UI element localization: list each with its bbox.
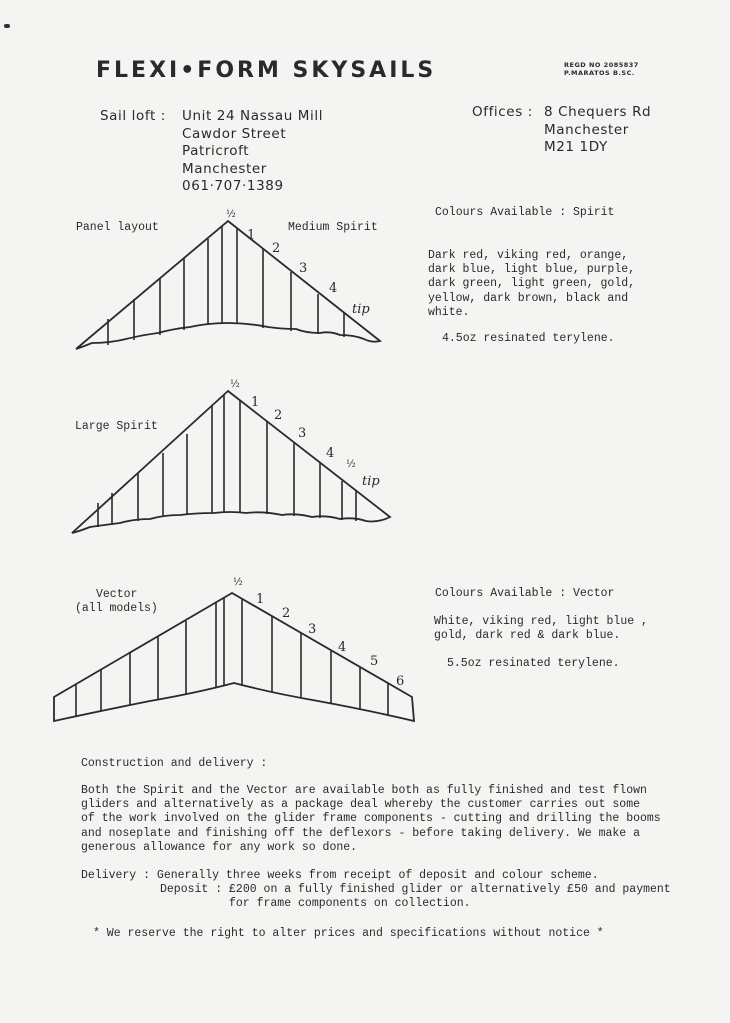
regd-name: P.MARATOS B.SC.	[564, 69, 635, 77]
phone-number: 061·707·1389	[182, 178, 284, 194]
deposit-line	[160, 883, 671, 897]
panel-mark: 1	[251, 395, 260, 410]
panel-mark: 2	[272, 241, 281, 256]
address-line: Cawdor Street	[182, 125, 287, 142]
medium-spirit-diagram	[0, 195, 420, 365]
panel-mark: 4	[326, 446, 335, 461]
medium-spirit-label: Medium Spirit	[288, 221, 378, 234]
construction-body: Both the Spirit and the Vector are available both as fully finished and test flown gliders and alternatively as a package deal whereby the customer carries out some of the work involved on the glider frame components - cutting and drilling the booms and noseplate and finishing off the deflexors - before taking delivery. We make a generous allowance for any work so done.	[81, 784, 661, 854]
vector-colours-heading: Colours Available : Vector	[435, 587, 615, 600]
registration-info	[564, 61, 639, 77]
panel-mark: 1	[256, 592, 265, 607]
panel-mark: 3	[298, 426, 307, 441]
regd-number: REGD NO 2085837	[564, 61, 639, 69]
address-line: Unit 24 Nassau Mill	[182, 108, 324, 124]
panel-mark: tip	[362, 474, 380, 489]
company-title: FLEXI•FORM SKYSAILS	[96, 58, 437, 83]
deposit-text: £200 on a fully finished glider or alternatively £50 and payment	[229, 883, 671, 896]
vector-sub-label: (all models)	[75, 602, 158, 615]
panel-mark: 2	[282, 606, 291, 621]
panel-mark: ½	[226, 209, 236, 220]
offices-address	[472, 104, 651, 157]
delivery-label: Delivery :	[81, 869, 151, 882]
panel-mark: 3	[299, 261, 308, 276]
panel-mark: tip	[352, 302, 370, 317]
stray-mark	[4, 24, 10, 28]
sail-loft-label: Sail loft :	[100, 108, 166, 124]
vector-material: 5.5oz resinated terylene.	[447, 657, 620, 670]
deposit-text-continued: for frame components on collection.	[229, 897, 471, 910]
panel-mark: 2	[274, 408, 283, 423]
panel-mark: 4	[338, 640, 347, 655]
sail-loft-address	[100, 108, 323, 196]
spirit-material: 4.5oz resinated terylene.	[442, 332, 615, 345]
panel-mark: 4	[329, 281, 338, 296]
panel-mark: 1	[247, 228, 256, 243]
delivery-line	[81, 869, 599, 883]
large-spirit-label: Large Spirit	[75, 420, 158, 433]
deposit-label: Deposit :	[160, 883, 223, 896]
address-line: Patricroft	[182, 143, 250, 159]
panel-mark: 3	[308, 622, 317, 637]
panel-mark: ½	[233, 577, 243, 588]
panel-layout-label: Panel layout	[76, 221, 159, 234]
offices-label: Offices :	[472, 104, 533, 120]
panel-mark: 5	[370, 654, 379, 669]
address-line: 8 Chequers Rd	[544, 104, 652, 120]
address-line: Manchester	[544, 121, 629, 138]
delivery-text: Generally three weeks from receipt of deposit and colour scheme.	[156, 869, 599, 882]
construction-heading: Construction and delivery :	[81, 757, 268, 770]
vector-colours-list: White, viking red, light blue , gold, dark red & dark blue.	[434, 615, 648, 643]
panel-mark: ½	[230, 379, 240, 390]
spirit-colours-list: Dark red, viking red, orange, dark blue, light blue, purple, dark green, light green, gold, yellow, dark brown, black and white.	[428, 249, 636, 319]
vector-diagram	[0, 565, 430, 735]
large-spirit-diagram	[0, 365, 420, 540]
address-line: M21 1DY	[544, 139, 608, 155]
panel-mark: ½	[346, 459, 356, 470]
spirit-colours-heading: Colours Available : Spirit	[435, 206, 615, 219]
panel-mark: 6	[396, 674, 405, 689]
vector-label: Vector	[96, 588, 138, 601]
address-line: Manchester	[182, 160, 267, 177]
notice: * We reserve the right to alter prices and specifications without notice *	[93, 927, 604, 940]
